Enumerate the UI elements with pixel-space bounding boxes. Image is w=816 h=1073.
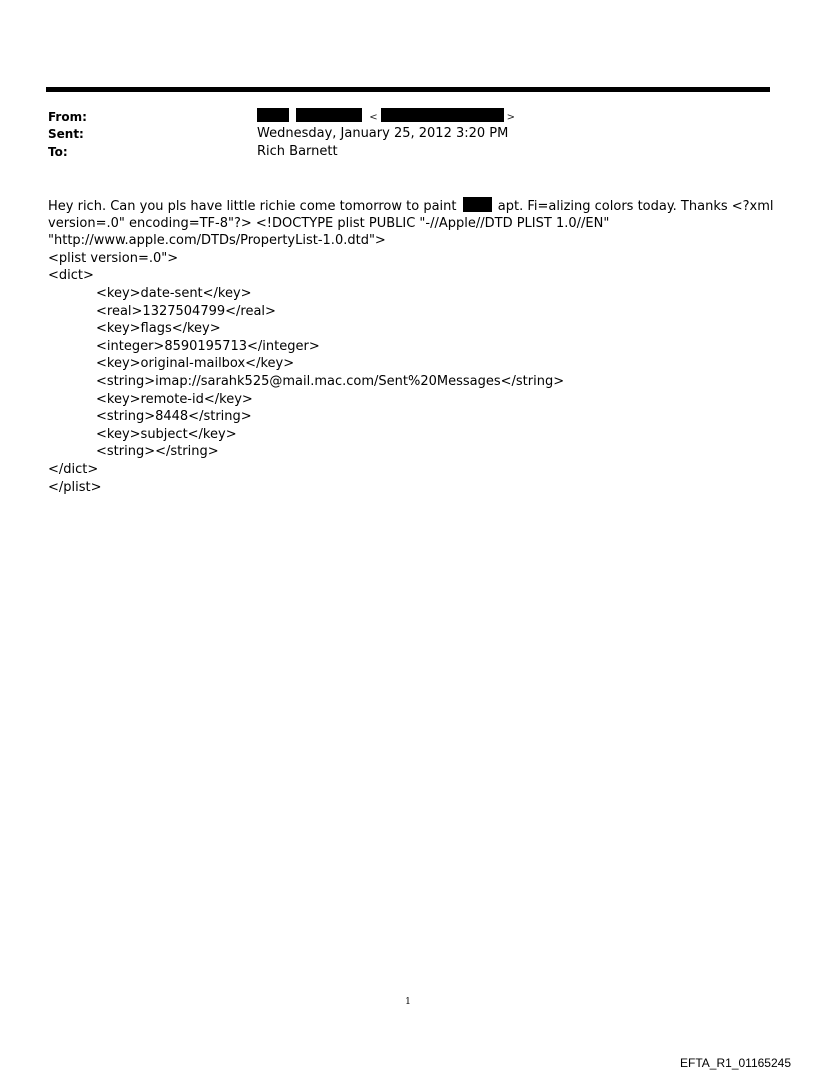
body-line: </dict> [48, 461, 99, 477]
document-id-stamp: EFTA_R1_01165245 [680, 1056, 791, 1070]
redaction-box [257, 108, 289, 122]
dict-line: <string>imap://sarahk525@mail.mac.com/Sent%20Messages</string> [96, 373, 565, 389]
body-line: <plist version=.0"> [48, 250, 179, 266]
page-number: 1 [405, 997, 411, 1007]
from-email-open: < [369, 112, 378, 123]
body-line: "http://www.apple.com/DTDs/PropertyList-1.0.dtd"> [48, 233, 386, 249]
from-email-close: > [506, 112, 516, 123]
dict-line: <string>8448</string> [96, 409, 252, 425]
from-value [257, 108, 518, 126]
to-label: To: [48, 145, 68, 159]
sent-value: Wednesday, January 25, 2012 3:20 PM [257, 126, 509, 141]
redaction-box [381, 108, 504, 122]
body-line: </plist> [48, 479, 102, 495]
body-line: <dict> [48, 268, 94, 284]
dict-line: <integer>8590195713</integer> [96, 338, 320, 354]
dict-line: <key>original-mailbox</key> [96, 356, 295, 372]
redaction-box [296, 108, 362, 122]
body-line: version=.0" encoding=TF-8"?> <!DOCTYPE plist PUBLIC "-//Apple//DTD PLIST 1.0//EN" [48, 215, 610, 231]
body-line1-end: apt. Fi=alizing colors today. Thanks <?xml [497, 199, 774, 214]
redaction-box [463, 197, 492, 212]
dict-line: <string></string> [96, 444, 219, 460]
header-rule [46, 87, 770, 92]
body-line1-start: Hey rich. Can you pls have little richie come tomorrow to paint [48, 199, 457, 214]
dict-line: <key>remote-id</key> [96, 391, 253, 407]
email-body [48, 197, 774, 496]
from-label: From: [48, 110, 87, 124]
to-value: Rich Barnett [257, 144, 338, 159]
dict-line: <key>flags</key> [96, 321, 221, 337]
sent-label: Sent: [48, 127, 84, 141]
dict-line: <real>1327504799</real> [96, 303, 276, 319]
dict-line: <key>subject</key> [96, 426, 237, 442]
body-line [48, 197, 774, 215]
dict-line: <key>date-sent</key> [96, 285, 252, 301]
